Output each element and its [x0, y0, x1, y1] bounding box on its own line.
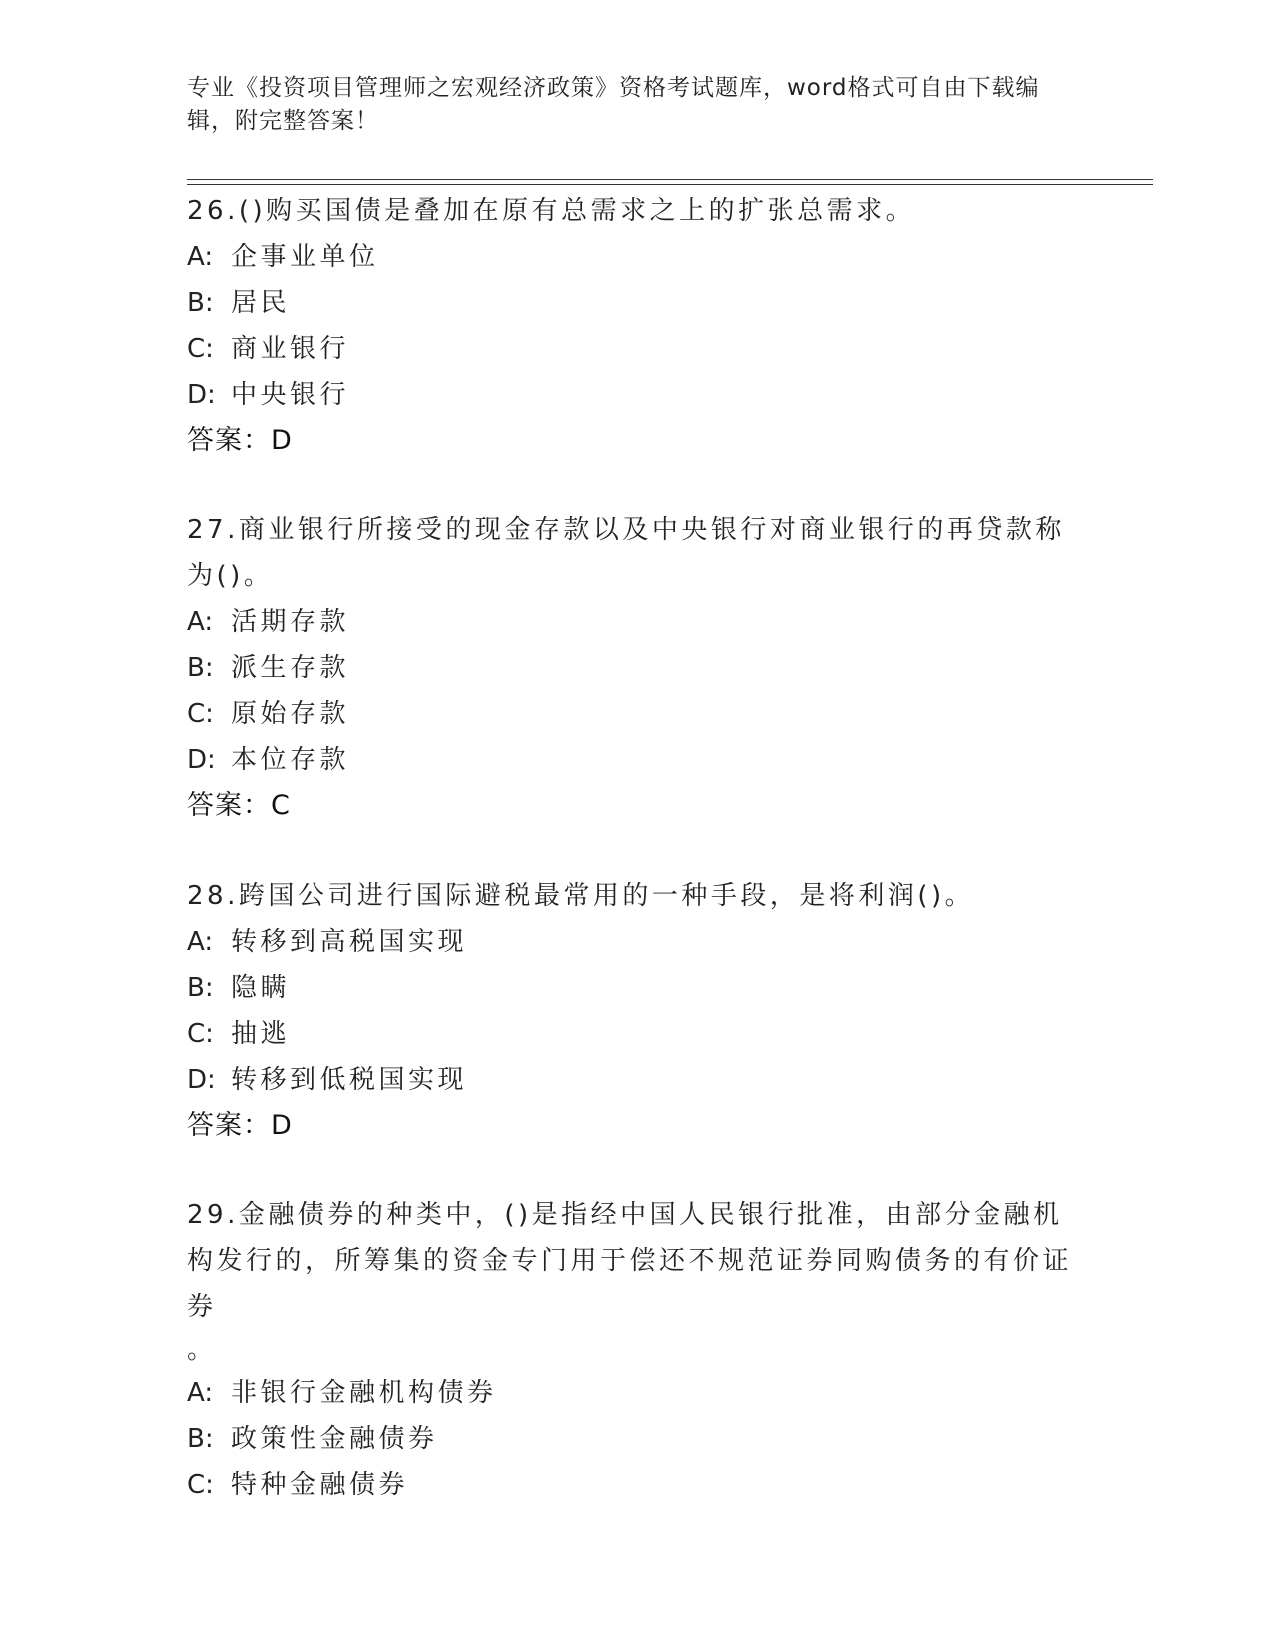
option-text: 派生存款 — [231, 653, 350, 683]
document-header: 专业《投资项目管理师之宏观经济政策》资格考试题库，word格式可自由下载编辑，附完整答案！ — [187, 75, 1040, 134]
option-key: C: — [187, 334, 214, 364]
option-a — [187, 1370, 1087, 1416]
option-a — [187, 919, 1087, 965]
option-text: 特种金融债券 — [231, 1470, 409, 1500]
option-key: A: — [187, 1378, 214, 1408]
option-d — [187, 372, 1087, 418]
option-a — [187, 234, 1087, 280]
option-text: 居民 — [231, 288, 291, 318]
question-stem: 26.()购买国债是叠加在原有总需求之上的扩张总需求。 — [187, 196, 916, 226]
option-text: 商业银行 — [231, 334, 350, 364]
option-key: B: — [187, 1424, 214, 1454]
question-stem: 27.商业银行所接受的现金存款以及中央银行对商业银行的再贷款称为()。 — [187, 515, 1065, 591]
answer-line: 答案：D — [187, 425, 293, 456]
question-26 — [187, 188, 1087, 464]
option-text: 活期存款 — [231, 607, 350, 637]
option-text: 原始存款 — [231, 699, 350, 729]
option-text: 政策性金融债券 — [231, 1424, 438, 1454]
option-key: D: — [187, 1065, 216, 1095]
option-text: 本位存款 — [231, 745, 350, 775]
option-b — [187, 965, 1087, 1011]
question-stem: 29.金融债券的种类中，()是指经中国人民银行批准，由部分金融机构发行的，所筹集的资金专门用于偿还不规范证券同购债务的有价证券 — [187, 1200, 1073, 1322]
option-text: 中央银行 — [231, 380, 350, 410]
option-key: D: — [187, 745, 216, 775]
option-key: B: — [187, 973, 214, 1003]
answer-line: 答案：C — [187, 790, 291, 821]
header-divider-bottom — [187, 184, 1153, 185]
option-text: 转移到高税国实现 — [231, 927, 468, 957]
question-stem: 28.跨国公司进行国际避税最常用的一种手段，是将利润()。 — [187, 881, 975, 911]
option-key: C: — [187, 699, 214, 729]
option-c — [187, 326, 1087, 372]
option-a — [187, 599, 1087, 645]
header-divider-top — [187, 179, 1153, 180]
option-text: 转移到低税国实现 — [231, 1065, 468, 1095]
question-stem-tail: 。 — [187, 1335, 214, 1365]
option-d — [187, 1057, 1087, 1103]
option-key: A: — [187, 242, 214, 272]
option-key: A: — [187, 607, 214, 637]
question-27 — [187, 507, 1087, 829]
option-key: B: — [187, 288, 214, 318]
question-29 — [187, 1192, 1087, 1508]
option-c — [187, 691, 1087, 737]
option-d — [187, 737, 1087, 783]
answer-line: 答案：D — [187, 1110, 293, 1141]
option-b — [187, 1416, 1087, 1462]
option-text: 非银行金融机构债券 — [231, 1378, 497, 1408]
option-b — [187, 280, 1087, 326]
option-c — [187, 1011, 1087, 1057]
question-28 — [187, 873, 1087, 1149]
option-c — [187, 1462, 1087, 1508]
option-text: 抽逃 — [231, 1019, 291, 1049]
option-key: A: — [187, 927, 214, 957]
option-key: B: — [187, 653, 214, 683]
option-key: D: — [187, 380, 216, 410]
option-text: 企事业单位 — [231, 242, 379, 272]
option-text: 隐瞒 — [231, 973, 291, 1003]
option-key: C: — [187, 1019, 214, 1049]
option-key: C: — [187, 1470, 214, 1500]
option-b — [187, 645, 1087, 691]
